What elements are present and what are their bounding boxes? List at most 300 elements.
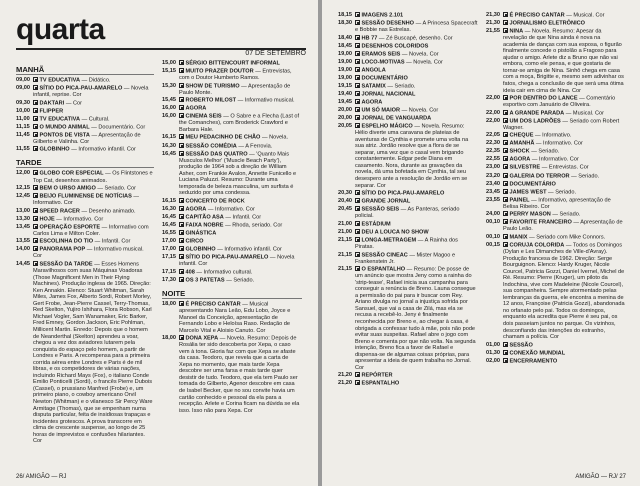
schedule-entry	[338, 380, 478, 387]
entry-body	[503, 350, 626, 357]
program-title: ANGOLA	[361, 67, 386, 74]
schedule-entry	[162, 335, 302, 414]
schedule-entry	[338, 75, 478, 82]
channel-icon	[355, 107, 360, 112]
entry-time: 19,15	[338, 82, 352, 89]
schedule-entry	[16, 132, 154, 146]
entry-time: 16,30	[162, 142, 176, 149]
program-description: — 'Quanto Mais Musculos Melhor' ('Muscle Beach Party'), produção de 1964 sob a direção de William Asher, com Frankie Avalon, Annette Funicello e Luciana Paluzzi. Resumo: Durante uma temporada de beleza masculina, um surfista é seduzido por uma condessa.	[179, 151, 297, 197]
entry-body	[33, 124, 154, 131]
channel-icon	[355, 198, 360, 203]
schedule-entry	[162, 230, 302, 237]
right-page	[322, 0, 640, 486]
entry-time: 16,00	[162, 105, 176, 112]
entry-time: 20,00	[338, 115, 352, 122]
schedule-entry	[486, 358, 626, 365]
column-1	[16, 60, 154, 446]
schedule-entry	[16, 193, 154, 207]
entry-body	[503, 242, 626, 341]
schedule-entry	[486, 148, 626, 155]
program-title: SHOCK	[509, 148, 530, 155]
entry-time: 18,40	[338, 34, 352, 41]
entry-time: 21,30	[486, 12, 500, 18]
channel-icon	[355, 99, 360, 104]
schedule-list-col3	[338, 12, 478, 387]
entry-time: 21,00	[338, 220, 352, 227]
entry-body	[503, 173, 626, 180]
entry-time: 19,40	[338, 90, 352, 97]
program-description: — O Sabre e a Flecha (Last of the Comanches), com Broderick Crawford e Barbara Hale.	[179, 113, 300, 133]
entry-body	[503, 156, 626, 163]
program-title: O MUNDO ANIMAL	[39, 124, 90, 131]
schedule-entry	[486, 110, 626, 117]
program-description: — Didático.	[80, 77, 111, 84]
schedule-entry	[338, 20, 478, 34]
channel-icon	[355, 20, 360, 25]
entry-time: 21,55	[486, 28, 500, 35]
schedule-entry	[338, 59, 478, 66]
entry-time: 19,00	[338, 50, 352, 57]
schedule-entry	[162, 301, 302, 334]
program-description: — Desenho animado.	[79, 208, 136, 215]
program-title: HB 77	[361, 35, 378, 42]
program-description: — Informativo. Cor	[54, 216, 104, 223]
entry-time: 22,00	[486, 117, 500, 124]
schedule-entry	[338, 43, 478, 50]
page-footer-left: 26/ AMIGÃO — RJ	[16, 474, 67, 480]
channel-icon	[503, 148, 508, 153]
program-title: CONCERTO DE ROCK	[185, 198, 245, 205]
schedule-list-manha	[16, 77, 154, 153]
program-description: — Rhoda, seriado. Cor	[223, 222, 283, 229]
schedule-entry	[162, 151, 302, 197]
program-description: — Comentário esportivo com Januário de Oliveira.	[503, 95, 616, 109]
entry-body	[355, 99, 478, 106]
channel-icon	[503, 118, 508, 123]
schedule-entry	[338, 107, 478, 114]
entry-time: 19,00	[338, 74, 352, 81]
program-title: ESTÁDIUM	[361, 221, 391, 228]
program-title: ESCOLINHA DO TIO	[39, 238, 94, 245]
program-title: DAKTARI	[39, 100, 65, 107]
entry-body	[503, 181, 626, 188]
channel-icon	[503, 132, 508, 137]
schedule-entry	[486, 234, 626, 241]
schedule-entry	[16, 224, 154, 238]
channel-icon	[355, 266, 360, 271]
channel-icon	[503, 197, 508, 202]
program-description: — Novela. Cor	[404, 59, 443, 66]
channel-icon	[179, 246, 184, 251]
program-title: CINEMA SEIS	[185, 113, 222, 120]
entry-body	[33, 77, 154, 84]
entry-time: 01,00	[486, 341, 500, 348]
entry-body	[33, 261, 154, 445]
entry-body	[355, 107, 478, 114]
entry-time: 21,20	[338, 372, 352, 379]
entry-time: 11,45	[16, 131, 30, 138]
channel-icon	[503, 242, 508, 247]
program-title: TV EDUCATIVA	[39, 116, 81, 123]
program-description: — Mister Magoo e Frankenstein Jr.	[355, 252, 456, 265]
program-description: — Novela. Resumo: Depois de Rosália ter sido descoberta por Xepa, o caso vem à tona. Gioria faz com que Xepa se afaste da casa. Teodoro, que revela que a carta de Xepa no momento, que mais tarde Xepa descobre ser uma farsa e mais tarde quer desistir de tudo. Teodoro, que ela tem Paulo ser tomada do Gilberto, Agenor descobre em casa de Isabel Becker, que no sou convite havia um cartão conhecido e pessoal da ela para a recepção. Arlete e Corina ficam na dúvida se ela isso. Isso não para Xepa. Cor	[179, 335, 300, 414]
entry-body	[355, 229, 478, 236]
program-title: OPERAÇÃO ESPORTE	[39, 224, 101, 231]
channel-icon	[503, 164, 508, 169]
program-title: HOJE	[39, 216, 55, 223]
entry-time: 18,15	[338, 12, 352, 18]
entry-body	[179, 269, 302, 276]
program-title: GRANDE JORNAL	[361, 198, 411, 205]
schedule-entry	[338, 67, 478, 74]
schedule-entry	[486, 132, 626, 139]
entry-time: 18,45	[338, 42, 352, 49]
channel-icon	[503, 95, 508, 100]
entry-time: 22,30	[486, 140, 500, 147]
day-title: quarta	[16, 13, 105, 46]
entry-body	[503, 358, 626, 365]
program-description: — Informativo musical.	[236, 97, 295, 104]
schedule-entry	[486, 173, 626, 180]
program-title: AGORA	[361, 99, 383, 106]
entry-body	[355, 206, 478, 220]
program-description: — Seriado.	[529, 148, 560, 155]
entry-body	[355, 83, 478, 90]
channel-icon	[355, 67, 360, 72]
channel-icon	[33, 208, 38, 213]
schedule-entry	[162, 222, 302, 229]
entry-body	[33, 132, 154, 146]
channel-icon	[179, 254, 184, 259]
channel-icon	[179, 113, 184, 118]
entry-time: 20,40	[338, 198, 352, 205]
program-title: JAMES WEST	[509, 189, 547, 196]
entry-body	[179, 214, 302, 221]
program-title: SHOW DE TURISMO	[185, 83, 240, 90]
schedule-entry	[162, 198, 302, 205]
schedule-entry	[486, 12, 626, 19]
channel-icon	[503, 342, 508, 347]
program-description: — Musical. Cor	[564, 110, 604, 117]
schedule-entry	[16, 77, 154, 84]
program-title: CONEXÃO MUNDIAL	[509, 350, 566, 357]
program-title: SÍTIO DO PICA-PAU-AMARELO	[185, 254, 269, 261]
entry-body	[33, 238, 154, 245]
program-description: — Apresentação de Paulo Monte.	[179, 83, 291, 96]
channel-icon	[355, 59, 360, 64]
program-title: PAINEL	[509, 197, 530, 204]
channel-icon	[355, 91, 360, 96]
entry-body	[355, 59, 478, 66]
program-description: — Musical. Cor	[564, 12, 605, 19]
schedule-entry	[338, 51, 478, 58]
schedule-entry	[338, 252, 478, 266]
channel-icon	[179, 198, 184, 203]
channel-icon	[33, 124, 38, 129]
channel-icon	[503, 189, 508, 194]
schedule-entry	[338, 206, 478, 220]
schedule-entry	[486, 211, 626, 218]
entry-body	[355, 380, 478, 387]
entry-body	[355, 123, 478, 189]
program-title: SPEED RACER	[39, 208, 80, 215]
entry-body	[179, 301, 302, 334]
entry-body	[503, 219, 626, 233]
channel-icon	[179, 230, 184, 235]
program-title: MANIX	[509, 234, 528, 241]
entry-time: 09,30	[16, 99, 30, 106]
channel-icon	[179, 222, 184, 227]
entry-time: 21,20	[338, 380, 352, 387]
channel-icon	[503, 173, 508, 178]
channel-icon	[179, 277, 184, 282]
entry-time: 23,55	[486, 196, 500, 203]
program-title: GALERIA DO TERROR	[509, 173, 570, 180]
entry-body	[355, 190, 478, 197]
entry-body	[33, 193, 154, 207]
program-title: CORUJA COLORIDA	[509, 242, 565, 249]
program-title: NINA	[509, 28, 524, 35]
channel-icon	[33, 132, 38, 137]
program-title: TV EDUCATIVA	[39, 77, 81, 84]
schedule-entry	[338, 115, 478, 122]
schedule-entry	[338, 99, 478, 106]
entry-time: 16,30	[162, 205, 176, 212]
entry-body	[503, 234, 626, 241]
channel-icon	[33, 85, 38, 90]
entry-time: 12,45	[16, 193, 30, 200]
schedule-entry	[162, 254, 302, 268]
page-header	[16, 10, 306, 58]
channel-icon	[179, 206, 184, 211]
program-title: LOCO-MOTIVAS	[361, 59, 405, 66]
entry-body	[355, 266, 478, 371]
entry-body	[355, 75, 478, 82]
program-title: FAVORITE FRANCEIRO	[509, 219, 572, 226]
schedule-entry	[16, 216, 154, 223]
entry-time: 17,00	[162, 246, 176, 253]
entry-body	[179, 277, 302, 284]
entry-time: 11,00	[16, 115, 30, 122]
channel-icon	[33, 77, 38, 82]
program-title: SÉRGIO BITTENCOURT INFORMAL	[185, 60, 280, 67]
program-description: — Seriado com Robert Wagner.	[503, 118, 620, 131]
program-title: AMANHÃ	[509, 140, 535, 147]
entry-time: 18,00	[162, 300, 176, 307]
entry-body	[179, 97, 302, 104]
channel-icon	[355, 372, 360, 377]
entry-time: 21,30	[486, 20, 500, 27]
channel-icon	[33, 224, 38, 229]
entry-time: 21,15	[338, 236, 352, 243]
program-title: PERRY MASON	[509, 211, 551, 218]
channel-icon	[33, 100, 38, 105]
channel-icon	[179, 143, 184, 148]
entry-time: 17,15	[162, 254, 176, 261]
entry-body	[355, 237, 478, 251]
entry-body	[179, 335, 302, 414]
program-title: AGORA	[509, 156, 531, 163]
entry-body	[179, 254, 302, 268]
entry-time: 17,15	[162, 268, 176, 275]
channel-icon	[503, 20, 508, 25]
program-title: ESPELHO MÁGICO	[361, 123, 413, 130]
entry-body	[179, 246, 302, 253]
channel-icon	[33, 238, 38, 243]
program-title: DESENHOS COLORIDOS	[361, 43, 429, 50]
program-title: GINÁSTICA	[185, 230, 217, 237]
channel-icon	[179, 68, 184, 73]
program-description: — Cultural.	[80, 116, 110, 123]
entry-time: 23,40	[486, 180, 500, 187]
program-description: — Zé Buscapé, desenho. Cor	[377, 35, 453, 42]
entry-time: 23,45	[486, 188, 500, 195]
program-description: — Seriado.	[385, 83, 416, 90]
entry-time: 02,00	[486, 357, 500, 364]
program-title: UM SÓ MAIOR	[361, 107, 401, 114]
channel-icon	[503, 28, 508, 33]
schedule-entry	[16, 100, 154, 107]
entry-body	[355, 252, 478, 266]
channel-icon	[503, 234, 508, 239]
schedule-entry	[16, 208, 154, 215]
program-title: LONGA-METRAGEM	[361, 237, 417, 244]
entry-time: 22,00	[486, 95, 500, 102]
program-description: — Apresentação de Paulo Leão.	[503, 219, 623, 233]
program-description: — Informativo infantil. Cor	[215, 246, 282, 253]
channel-icon	[179, 151, 184, 156]
entry-body	[33, 85, 154, 99]
column-4	[486, 12, 626, 366]
program-description: — Informativo cultural.	[194, 269, 253, 276]
channel-icon	[179, 301, 184, 306]
program-title: IMAGENS 2.101	[361, 12, 404, 19]
channel-icon	[179, 335, 184, 340]
entry-time: 15,45	[162, 97, 176, 104]
entry-time: 18,30	[338, 20, 352, 27]
entry-time: 17,00	[162, 238, 176, 245]
entry-time: 16,45	[162, 213, 176, 220]
entry-time: 13,00	[16, 207, 30, 214]
schedule-entry	[162, 143, 302, 150]
schedule-entry	[162, 277, 302, 284]
entry-body	[355, 67, 478, 74]
schedule-entry	[486, 156, 626, 163]
program-title: DOCUMENTÁRIO	[509, 181, 556, 188]
program-description: — Informativo com Carlos Lima e Milton Coler.	[33, 224, 149, 237]
schedule-entry	[486, 140, 626, 147]
entry-time: 16,45	[162, 150, 176, 157]
entry-body	[503, 140, 626, 147]
schedule-entry	[486, 219, 626, 233]
entry-body	[355, 372, 478, 379]
program-title: DEU A LOUCA NO SHOW	[361, 229, 429, 236]
program-title: SATAMIX	[361, 83, 386, 90]
program-title: JORNAL NACIONAL	[361, 91, 416, 98]
channel-icon	[503, 181, 508, 186]
schedule-entry	[162, 238, 302, 245]
program-description: — Informativo.	[533, 132, 572, 139]
schedule-entry	[486, 181, 626, 188]
entry-body	[355, 51, 478, 58]
entry-body	[355, 115, 478, 122]
channel-icon	[33, 116, 38, 121]
program-title: CAPITÃO ASA	[185, 214, 224, 221]
program-description: — As Panteras, seriado policial.	[355, 206, 460, 220]
program-title: SESSÃO DA TARDE	[39, 261, 93, 268]
entry-time: 16,15	[162, 197, 176, 204]
channel-icon	[179, 105, 184, 110]
channel-icon	[179, 83, 184, 88]
program-description: — Infantil. Cor	[93, 238, 131, 245]
schedule-entry	[16, 185, 154, 192]
schedule-entry	[338, 83, 478, 90]
program-title: UM DOS LADRÕES	[509, 118, 561, 125]
program-title: FAIXA NOBRE	[185, 222, 224, 229]
entry-time: 22,55	[486, 156, 500, 163]
section-heading-manha: MANHÃ	[16, 65, 154, 75]
program-title: ROBERTO MILOST	[185, 97, 237, 104]
entry-body	[503, 20, 626, 27]
schedule-entry	[162, 105, 302, 112]
entry-time: 20,45	[338, 206, 352, 213]
schedule-entry	[16, 108, 154, 115]
entry-body	[179, 143, 302, 150]
entry-body	[179, 83, 302, 97]
program-description: — A Rainha dos Piratas.	[355, 237, 458, 250]
program-description: — Documentário. Cor	[89, 124, 146, 131]
program-title: GLOBINHO	[39, 146, 70, 153]
schedule-entry	[338, 266, 478, 371]
program-title: POR DENTRO DO LANCE	[509, 95, 578, 102]
entry-time: 15,15	[162, 68, 176, 75]
entry-time: 00,10	[486, 219, 500, 226]
schedule-entry	[486, 95, 626, 109]
entry-time: 09,00	[16, 77, 30, 83]
entry-time: 11,55	[16, 146, 30, 153]
program-title: CHEQUE	[509, 132, 534, 139]
program-description: — Informativo, apresentação de Belisa Ribeiro. Cor	[503, 197, 611, 210]
entry-body	[33, 108, 154, 115]
schedule-entry	[338, 372, 478, 379]
entry-time: 12,00	[16, 170, 30, 177]
entry-time: 15,00	[162, 60, 176, 66]
entry-time: 01,30	[486, 349, 500, 356]
schedule-entry	[338, 221, 478, 228]
program-description: — Informativo. Cor	[33, 193, 139, 207]
schedule-list-tarde	[16, 170, 154, 444]
channel-icon	[503, 12, 508, 17]
schedule-entry	[338, 91, 478, 98]
program-description: — Cor	[64, 100, 82, 107]
program-title: O ESPANTALHO	[361, 266, 406, 273]
channel-icon	[355, 221, 360, 226]
channel-icon	[355, 237, 360, 242]
program-description: — Seriado. Cor	[95, 185, 136, 192]
entry-time: 14,00	[16, 246, 30, 253]
channel-icon	[179, 134, 184, 139]
entry-body	[503, 211, 626, 218]
entry-time: 21,00	[338, 228, 352, 235]
schedule-entry	[162, 206, 302, 213]
channel-icon	[355, 115, 360, 120]
program-description: — Seriado.	[546, 189, 577, 196]
program-title: FLIPPER	[39, 108, 64, 115]
schedule-entry	[16, 261, 154, 445]
schedule-entry	[486, 118, 626, 132]
program-title: SESSÃO CINEAC	[361, 252, 408, 258]
schedule-entry	[162, 68, 302, 82]
